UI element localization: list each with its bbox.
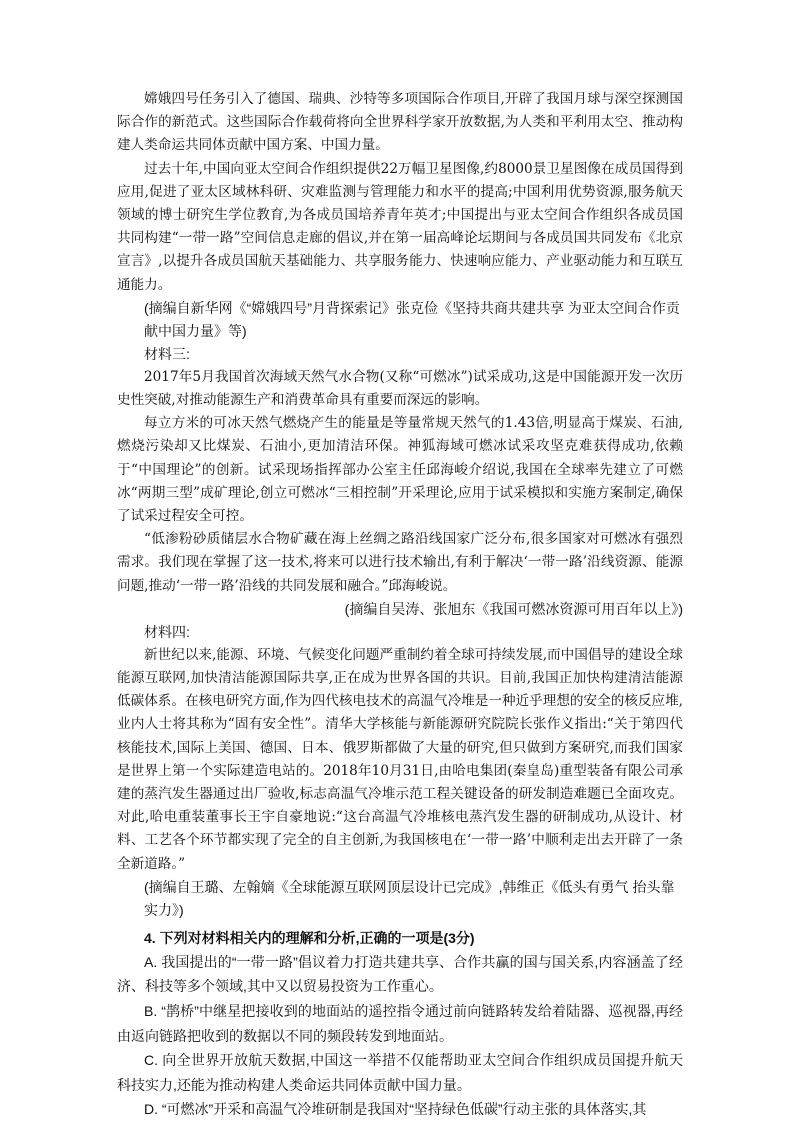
body-paragraph: 2017年5月我国首次海域天然气水合物(又称“可燃冰”)试采成功,这是中国能源开发一次历史性突破,对推动能源生产和消费革命具有重要而深远的影响。 — [117, 368, 683, 409]
document-page — [117, 88, 683, 1122]
body-paragraph: 每立方米的可冰天然气燃烧产生的能量是等量常规天然气的1.43倍,明显高于煤炭、石油,燃烧污染却又比煤炭、石油小,更加清洁环保。神狐海域可燃冰试采攻坚克难获得成功,依赖于“中国理论”的创新。试采现场指挥部办公室主任邱海峻介绍说,我国在全球率先建立了可燃冰“两期三型”成矿理论,创立可燃冰“三相控制”开采理论,应用于试采模拟和实施方案制定,确保了试采过程安全可控。 — [117, 415, 683, 525]
answer-option-c: C. 向全世界开放航天数据,中国这一举措不仅能帮助亚太空间合作组织成员国提升航天科技实力,还能为推动构建人类命运共同体贡献中国力量。 — [117, 1052, 683, 1093]
body-paragraph: 新世纪以来,能源、环境、气候变化问题严重制约着全球可持续发展,而中国倡导的建设全球能源互联网,加快清洁能源国际共享,正在成为世界各国的共识。目前,我国正加快构建清洁能源低碳体系。在核电研究方面,作为四代核电技术的高温气冷堆是一种近乎理想的安全的核反应堆,业内人士将其称为“固有安全性”。清华大学核能与新能源研究院院长张作义指出:“关于第四代核能技术,国际上美国、德国、日本、俄罗斯都做了大量的研究,但只做到方案研究,而我们国家是世界上第一个实际建造电站的。2018年10月31日,由哈电集团(秦皇岛)重型装备有限公司承建的蒸汽发生器通过出厂验收,标志高温气冷堆示范工程关键设备的研发制造难题已全面攻克。对此,哈电重装董事长王宇自豪地说:“这台高温气冷堆核电蒸汽发生器的研制成功,从设计、材料、工艺各个环节都实现了完全的自主创新,为我国核电在‘一带一路’中顺利走出去开辟了一条全新道路。” — [117, 646, 683, 872]
body-paragraph: 过去十年,中国向亚太空间合作组织提供22万幅卫星图像,约8000景卫星图像在成员国得到应用,促进了亚太区域林科研、灾难监测与管理能力和水平的提高;中国利用优势资源,服务航天领域的博士研究生学位教育,为各成员国培养青年英才;中国提出与亚太空间合作组织各成员国共同构建“一带一路”空间信息走廊的倡议,并在第一届高峰论坛期间与各成员国共同发布《北京宣言》,以提升各成员国航天基础能力、共享服务能力、快速响应能力、产业驱动能力和互联互通能力。 — [117, 160, 683, 293]
answer-option-a: A. 我国提出的“一带一路”倡议着力打造共建共享、合作共赢的国与国关系,内容涵盖了经济、科技等多个领域,其中又以贸易投资为工作重心。 — [117, 953, 683, 995]
body-paragraph: 嫦娥四号任务引入了德国、瑞典、沙特等多项国际合作项目,开辟了我国月球与深空探测国际合作的新范式。这些国际合作载荷将向全世界科学家开放数据,为人类和平利用太空、推动构建人类命运共同体贡献中国方案、中国力量。 — [117, 91, 683, 154]
material-heading: 材料四: — [144, 623, 190, 640]
body-paragraph: “低渗粉砂质储层水合物矿藏在海上丝绸之路沿线国家广泛分布,很多国家对可燃冰有强烈需求。我们现在掌握了这一技术,将来可以进行技术输出,有利于解决‘一带一路’沿线资源、能源问题,推动‘一带一路’沿线的共同发展和融合。”邱海峻说。 — [117, 531, 683, 594]
source-citation: (摘编自王璐、左翰嫡《全球能源互联网顶层设计已完成》,韩维正《低头有勇气 抬头靠实力》) — [144, 878, 675, 918]
source-citation: (摘编自新华网《“嫦娥四号”月背探索记》张克俭《坚持共商共建共享 为亚太空间合作贡献中国力量》等) — [144, 299, 680, 339]
answer-option-d: D. “可燃冰”开采和高温气冷堆研制是我国对“坚持绿色低碳”行动主张的具体落实,其 — [144, 1101, 647, 1118]
question-title: 4. 下列对材料相关内的理解和分析,正确的一项是(3分) — [144, 929, 475, 946]
source-citation: (摘编自吴涛、张旭东《我国可燃冰资源可用百年以上》) — [344, 600, 683, 617]
answer-option-b: B. “鹊桥”中继星把接收到的地面站的遥控指令通过前向链路转发给着陆器、巡视器,再经由返向链路把收到的数据以不同的频段转发到地面站。 — [117, 1003, 683, 1044]
material-heading: 材料三: — [144, 345, 190, 362]
